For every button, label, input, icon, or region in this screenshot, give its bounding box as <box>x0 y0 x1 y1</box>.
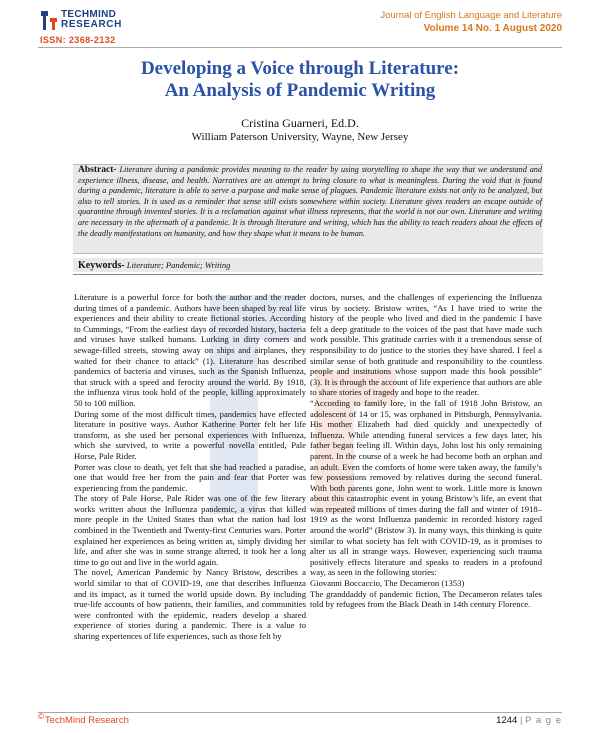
author-affiliation: William Paterson University, Wayne, New Jersey <box>191 131 409 143</box>
paragraph: The story of Pale Horse, Pale Rider was one of the few literary works written about the Influenza pandemic, a virus that killed more people in the United States than what the nation had lost combined in the Twentieth and Twenty-first Centuries wars. Porter explained her experiences as being written as, simply dividing her life, and after she was in some strange altered, it took her a long time to go out and live in the world again. <box>74 493 306 567</box>
title-line-2: An Analysis of Pandemic Writing <box>164 80 436 101</box>
paragraph: doctors, nurses, and the challenges of experiencing the Influenza virus by society. Bristow writes, “As I have tried to write the history of the people who lived and died in the pandemic I have felt a deep gratitude to the voices of the past that have made such work possible. This gratitude carries with it a tremendous sense of responsibility to do justice to the stories they have shared. I feel a similar sense of both gratitude and responsibility to the countless people and institutions whose support made this book possible” (3). It is through the account of life experience that authors are able to share stories of tragedy and hope to the reader. <box>310 292 542 398</box>
journal-info <box>380 9 562 35</box>
journal-volume: Volume 14 No. 1 August 2020 <box>423 23 562 34</box>
techmind-logo-icon <box>40 10 60 32</box>
page-label: P a g e <box>525 715 562 726</box>
article-title <box>0 58 600 102</box>
paragraph: The novel, American Pandemic by Nancy Bristow, describes a world similar to that of COVID-19, one that describes Influenza and its impact, as it turned the world upside down. By including true-life accounts of how patients, their families, and communities were confronted with the epidemic, readers develop a shared experience of stories during a pandemic. There is a value to sharing experiences of life experiences, such as those felt by <box>74 567 306 641</box>
paragraph: The granddaddy of pandemic fiction, The Decameron relates tales told by refugees from the Black Death in 14th century Florence. <box>310 588 542 610</box>
abstract-text: Literature during a pandemic provides meaning to the reader by using storytelling to shape the way that we understand and experience illness, disease, and health. Narratives are an attempt to bring closure to what is meaningless. During the void that is found during a pandemic, literature is able to serve a purpose and make sense of plagues. Pandemic literature exists not only to be analyzed, but also to tell stories. It is used as a reminder that sense still exists somewhere within society. Literature gives readers an escape outside of quarantine through invented stories. It is a reclamation against what illness represents, that the world is not our own. Literature and writing are necessary in the aftermath of a pandemic. It is through literature and writing, which has the ability to teach readers about the effects of the deadly manifestations on humanity, and how they shape what it means to be human. <box>78 165 542 238</box>
book-reference: Giovanni Boccaccio, The Decameron (1353) <box>310 578 465 589</box>
body-column-right <box>310 292 542 610</box>
publisher-logo <box>40 10 160 46</box>
keywords-divider <box>73 274 543 275</box>
paragraph: “According to family lore, in the fall of 1918 John Bristow, an adolescent of 14 or 15, was orphaned in Pittsburgh, Pennsylvania. His mother Elizabeth had died quickly and unexpectedly of Influenza. While attending funeral services a few days later, his father began feeling ill. Within days, John lost his only remaining parent. In the course of a week he had become both an orphan and an adult. Even the comforts of home were taken away, the family’s few possessions removed by relatives during the second funeral. With both parents gone, John went to work. Little more is known about this catastrophic event in young Bristow’s life, an event that was repeated millions of times during the fall and winter of 1918–1919 as the worst Influenza pandemic in recorded history raged around the world” (Bristow 3). In many ways, this thinking is quite similar to what society has felt with COVID-19, as it promises to alter us all in strange ways. However, experiencing such trauma positively effects literature and speaks to readers in a profound way, as seen in the following stories: <box>310 397 542 578</box>
issn: ISSN: 2368-2132 <box>40 35 116 45</box>
header-divider <box>38 47 562 48</box>
body-column-left <box>74 292 306 642</box>
copyright-symbol: © <box>38 712 44 721</box>
footer-page <box>496 715 562 726</box>
page-number: 1244 <box>496 715 518 726</box>
journal-name: Journal of English Language and Literature <box>380 10 562 21</box>
author-name: Cristina Guarneri, Ed.D. <box>241 116 359 130</box>
abstract <box>78 165 542 239</box>
keywords-text: Literature; Pandemic; Writing <box>124 260 231 270</box>
logo-text-line2: RESEARCH <box>61 19 122 30</box>
paragraph: Literature is a powerful force for both the author and the reader during times of a pandemic. Authors have been shaped by real life experiences and their ability to create fictional stories. According to Cummings, “From the earliest days of recorded history, bacteria and viruses have stalked humans. Lurking in dirty corners and sewage-filled streets, stowing away on ships and airplanes, they waited for their chance to attack” (1). Literature has described pandemics of bacteria and viruses, such as the Spanish Influenza, that struck with a speed and ferocity around the world. By 1918, the influenza virus took hold of the people, killing approximately 50 to 100 million. <box>74 292 306 408</box>
keywords <box>78 259 230 272</box>
paragraph: During some of the most difficult times, pandemics have effected literature in positive ways. Author Katherine Porter felt her life transform, as she used her personal experiences with Influenza, which she survived, to write a powerful novella entitled, Pale Horse, Pale Rider. <box>74 408 306 461</box>
abstract-label: Abstract- <box>78 165 117 175</box>
keywords-label: Keywords- <box>78 260 125 271</box>
footer-publisher <box>38 712 129 726</box>
publisher-name: TechMind Research <box>44 715 129 726</box>
title-line-1: Developing a Voice through Literature: <box>140 58 460 79</box>
paragraph: Porter was close to death, yet felt that she had reached a paradise, one that would free her from the pain and fear that Porter was experiencing from the pandemic. <box>74 461 306 493</box>
logo-text-line1: TECHMIND <box>61 9 117 20</box>
page-separator: | <box>519 715 523 726</box>
